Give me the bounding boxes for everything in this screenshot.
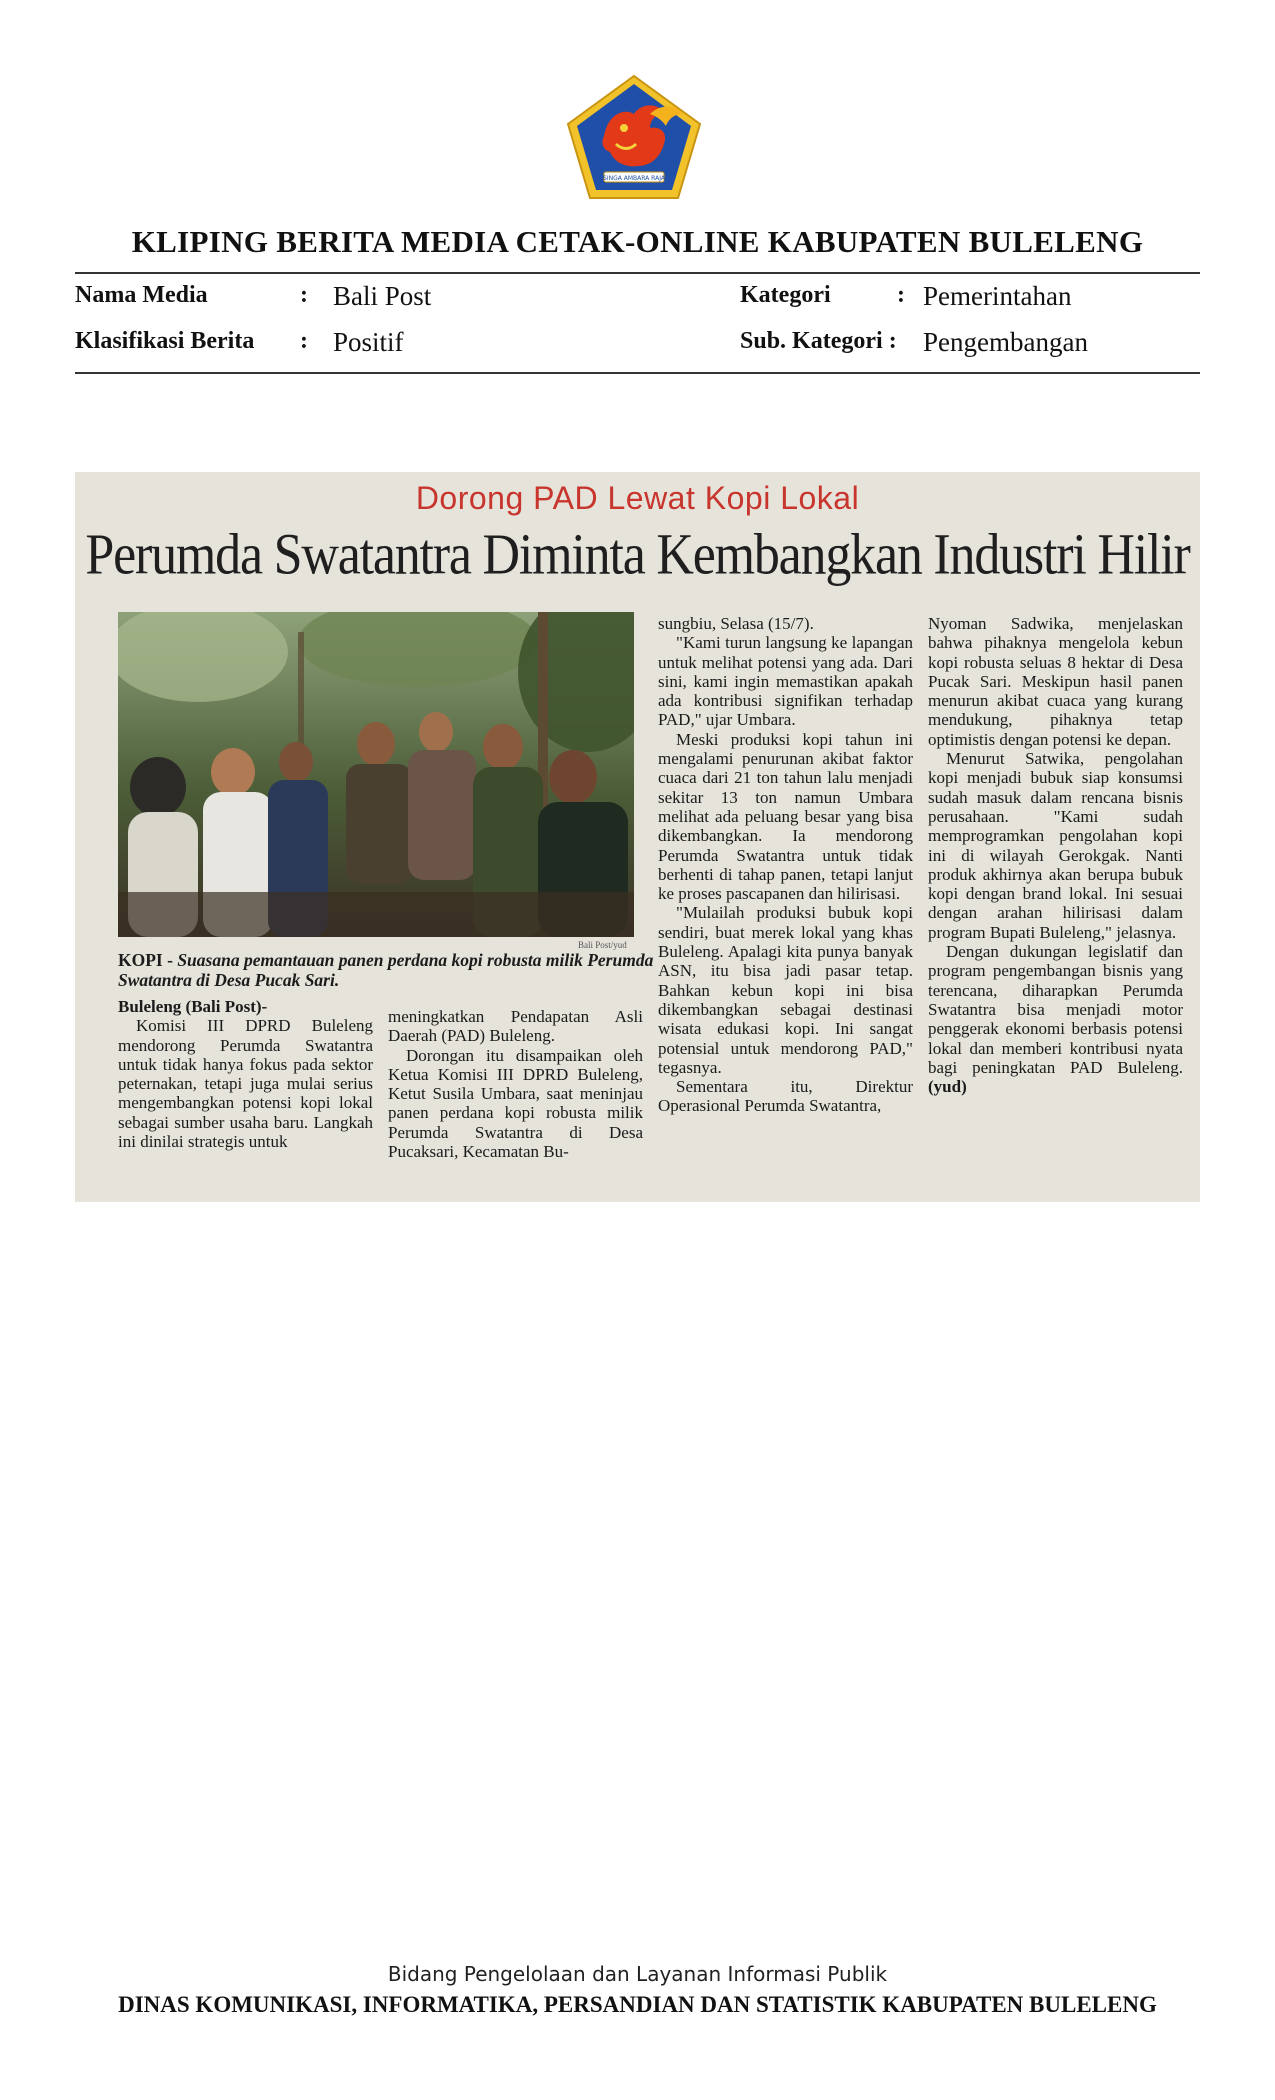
- col2-paragraph-2: Dorongan itu disampaikan oleh Ketua Komisi III DPRD Buleleng, Ketut Susila Umbara, saat meninjau panen perdana kopi robusta milik Perumda Swatantra di Desa Pucaksari, Kecamatan Bu-: [388, 1045, 643, 1162]
- header-divider-top: [75, 272, 1200, 274]
- col1-paragraph-1: Komisi III DPRD Buleleng mendorong Perumda Swatantra untuk tidak hanya fokus pada sektor peternakan, tetapi juga mulai serius mengembangkan potensi kopi lokal sebagai sumber usaha baru. Langkah ini dinilai strategis untuk: [118, 1016, 373, 1152]
- kategori-label: Kategori: [740, 282, 831, 308]
- author-sign: (yud): [928, 1077, 967, 1097]
- col2-paragraph-1: meningkatkan Pendapatan Asli Daerah (PAD) Buleleng.: [388, 1007, 643, 1046]
- newspaper-clipping: [75, 472, 1200, 1202]
- caption-lead: KOPI -: [118, 950, 173, 970]
- subkategori-label-text: Sub. Kategori: [740, 328, 883, 354]
- col3-paragraph-2: "Kami turun langsung ke lapangan untuk melihat potensi yang ada. Dari sini, kami ingin memastikan apakah ada kontribusi signifikan terhadap PAD," ujar Umbara.: [658, 633, 913, 730]
- singa-ambara-raja-emblem-icon: [564, 74, 704, 202]
- col3-paragraph-1: sungbiu, Selasa (15/7).: [658, 614, 814, 633]
- article-column-4: [928, 614, 1183, 1096]
- article-byline: Buleleng (Bali Post)-: [118, 997, 268, 1016]
- emblem-motto: SINGA AMBARA RAJA: [603, 175, 665, 182]
- media-label: Nama Media: [75, 282, 208, 308]
- col4-paragraph-1: Nyoman Sadwika, menjelaskan bahwa pihaknya mengelola kebun kopi robusta seluas 8 hektar di Desa Pucak Sari. Meskipun hasil panen menurun akibat cuaca yang kurang mendukung, pihaknya tetap optimistis dengan potensi ke depan.: [928, 614, 1183, 749]
- subkategori-label: [740, 328, 897, 355]
- article-column-1: [118, 997, 373, 1151]
- kategori-value: Pemerintahan: [923, 281, 1072, 311]
- klasifikasi-value: Positif: [333, 327, 404, 357]
- photo-credit: Bali Post/yud: [578, 940, 627, 950]
- footer-agency: DINAS KOMUNIKASI, INFORMATIKA, PERSANDIAN DAN STATISTIK KABUPATEN BULELENG: [118, 1992, 1157, 2017]
- col4-paragraph-2: Menurut Satwika, pengolahan kopi menjadi bubuk siap konsumsi sudah masuk dalam rencana bisnis perusahaan. "Kami sudah memprogramkan pengolahan kopi ini di wilayah Gerokgak. Nanti produk akhirnya akan berupa bubuk kopi dengan brand lokal. Ini sesuai dengan arahan hilirisasi dalam program Bupati Buleleng," jelasnya.: [928, 749, 1183, 942]
- col3-paragraph-4: "Mulailah produksi bubuk kopi sendiri, buat merek lokal yang khas Buleleng. Apalagi kita punya banyak ASN, itu bisa jadi pasar tetap. Bahkan kebun kopi ini bisa dikembangkan sebagai destinasi wisata edukasi kopi. Ini sangat potensial untuk mendorong PAD," tegasnya.: [658, 903, 913, 1077]
- footer-division: Bidang Pengelolaan dan Layanan Informasi Publik: [387, 1962, 888, 1986]
- article-column-2: [388, 1007, 643, 1161]
- kategori-colon: :: [897, 282, 905, 308]
- klasifikasi-colon: :: [300, 328, 308, 354]
- document-title: KLIPING BERITA MEDIA CETAK-ONLINE KABUPATEN BULELENG: [131, 224, 1144, 259]
- article-column-3: [658, 614, 913, 1116]
- media-value: Bali Post: [333, 281, 432, 311]
- article-kicker: Dorong PAD Lewat Kopi Lokal: [415, 480, 860, 516]
- buleleng-emblem-logo: [564, 74, 704, 202]
- subkategori-colon: :: [888, 328, 897, 354]
- coffee-harvest-photo-illustration: [118, 612, 634, 937]
- col3-paragraph-5: Sementara itu, Direktur Operasional Perumda Swatantra,: [658, 1077, 913, 1116]
- klasifikasi-label: Klasifikasi Berita: [75, 328, 255, 354]
- col3-paragraph-3: Meski produksi kopi tahun ini mengalami penurunan akibat faktor cuaca dari 21 ton tahun lalu menjadi sekitar 13 ton namun Umbara melihat ada peluang besar yang bisa dikembangkan. Ia mendorong Perumda Swatantra untuk tidak berhenti di tahap panen, tetapi lanjut ke proses pascapanen dan hilirisasi.: [658, 729, 913, 904]
- col4-paragraph-3-text: Dengan dukungan legislatif dan program pengembangan bisnis yang terencana, diharapkan Perumda Swatantra bisa menjadi motor penggerak ekonomi berbasis potensi lokal dan memberi kontribusi nyata bagi peningkatan PAD Buleleng.: [928, 942, 1183, 1077]
- article-photo: [118, 612, 634, 937]
- subkategori-value: Pengembangan: [923, 327, 1088, 357]
- article-headline: Perumda Swatantra Diminta Kembangkan Industri Hilir: [85, 523, 1190, 587]
- caption-text: Suasana pemantauan panen perdana kopi robusta milik Perumda Swatantra di Desa Pucak Sari.: [118, 950, 654, 990]
- header-divider-bottom: [75, 372, 1200, 374]
- col4-paragraph-3: [928, 942, 1183, 1096]
- photo-caption: [118, 950, 658, 990]
- media-colon: :: [300, 282, 308, 308]
